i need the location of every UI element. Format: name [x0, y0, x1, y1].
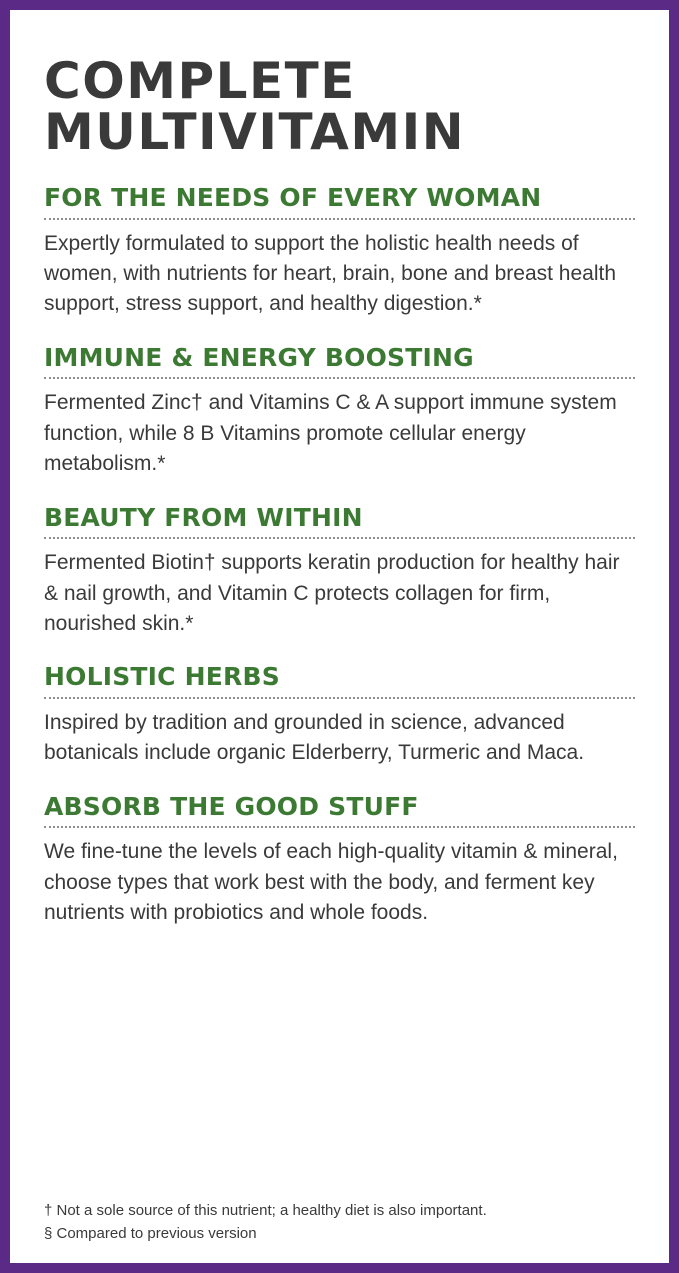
section-immune-and-energy-boosting	[44, 344, 635, 480]
section-heading: HOLISTIC HERBS	[44, 662, 280, 692]
page-title	[44, 52, 635, 161]
dotted-divider	[44, 697, 635, 699]
section-absorb-the-good-stuff	[44, 793, 635, 929]
section-body: Expertly formulated to support the holistic health needs of women, with nutrients for heart, brain, bone and breast health support, stress support, and healthy digestion.*	[44, 231, 617, 316]
section-body: We fine-tune the levels of each high-quality vitamin & mineral, choose types that work best with the body, and ferment key nutrients with probiotics and whole foods.	[44, 840, 618, 925]
dotted-divider	[44, 537, 635, 539]
label-content	[10, 10, 669, 1263]
title-line-1: COMPLETE	[44, 52, 356, 110]
section-heading: FOR THE NEEDS OF EVERY WOMAN	[44, 183, 542, 212]
section-holistic-herbs	[44, 663, 635, 768]
footnote-dagger: † Not a sole source of this nutrient; a healthy diet is also important.	[44, 1201, 487, 1219]
section-body: Fermented Zinc† and Vitamins C & A support immune system function, while 8 B Vitamins promote cellular energy metabolism.*	[44, 391, 617, 476]
section-beauty-from-within	[44, 504, 635, 640]
footnote-section-mark: § Compared to previous version	[44, 1224, 257, 1242]
section-heading: BEAUTY FROM WITHIN	[44, 502, 363, 532]
dotted-divider	[44, 377, 635, 379]
section-heading: IMMUNE & ENERGY BOOSTING	[44, 342, 474, 372]
section-heading: ABSORB THE GOOD STUFF	[44, 791, 419, 821]
dotted-divider	[44, 826, 635, 828]
section-for-the-needs-of-every-woman	[44, 184, 635, 320]
footnotes	[44, 1189, 635, 1246]
section-body: Fermented Biotin† supports keratin production for healthy hair & nail growth, and Vitamin C protects collagen for firm, nourished skin.*	[44, 551, 620, 635]
section-body: Inspired by tradition and grounded in science, advanced botanicals include organic Elderberry, Turmeric and Maca.	[44, 710, 585, 765]
title-line-2: MULTIVITAMIN	[44, 103, 466, 161]
dotted-divider	[44, 218, 635, 220]
